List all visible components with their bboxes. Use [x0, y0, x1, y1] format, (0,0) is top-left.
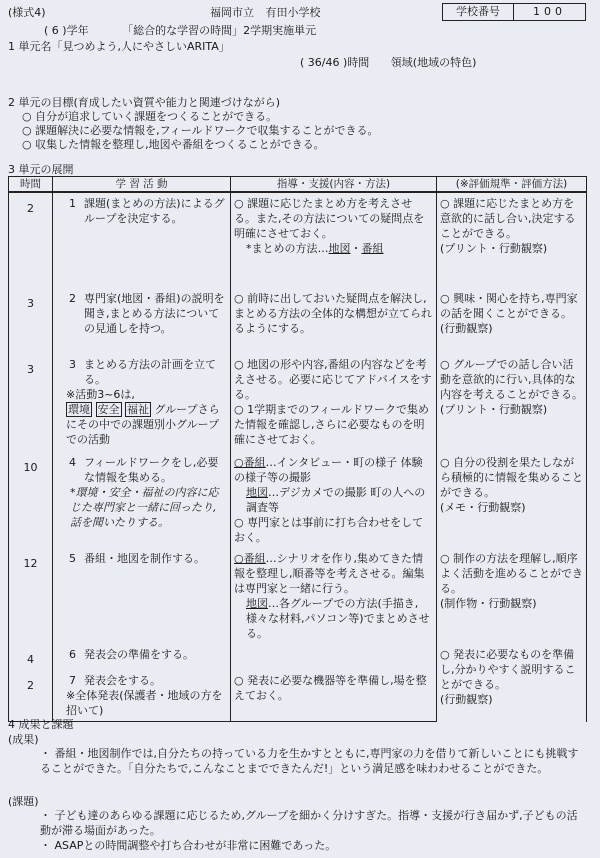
row-support [231, 548, 437, 644]
row-time: 4 [9, 644, 53, 670]
tag-safety: 安全 [97, 403, 120, 416]
school-name [210, 4, 321, 20]
table-header [9, 177, 587, 193]
support-prog-text: …インタビュー・町の様子 体験の様子等の撮影 [234, 456, 423, 484]
table-row [9, 452, 587, 548]
issue-item: ・ 子ども達のあらゆる課題に応じるため,グループを細かく分けすぎた。指導・支援が行き届かず,子どもの活動が滞る場面があった。 [40, 809, 578, 837]
activity-note: ※活動3~6は, [66, 388, 135, 401]
activity-note-2: グループさらにその中での課題別小グループでの活動 [66, 403, 220, 446]
evaluation-text: ○ 自分の役割を果たしながら積極的に情報を集めることができる。 [440, 456, 583, 499]
col-activity: 学 習 活 動 [53, 177, 231, 193]
row-activity [53, 670, 231, 722]
school-number-value: 100 [533, 5, 566, 18]
tag-environment: 環境 [68, 403, 90, 416]
development-table [8, 176, 587, 722]
activity-number: 7 [69, 674, 76, 687]
outcomes-label: (成果) [8, 733, 39, 746]
evaluation-method: (制作物・行動観察) [440, 597, 537, 610]
evaluation-method: (プリント・行動観察) [440, 403, 548, 416]
col-support: 指導・支援(内容・方法) [231, 177, 437, 193]
goal-item: ○ 収集した情報を整理し,地図や番組をつくることができる。 [22, 138, 325, 151]
support-prog-text: …シナリオを作り,集めてきた情報を整理し,順番等を考えさせる。編集は専門家と一緒に行う。 [234, 552, 425, 595]
support-map-text: …デジカメでの撮影 町の人への調査等 [246, 486, 426, 514]
row-support [231, 452, 437, 548]
evaluation-method: (行動観察) [440, 693, 493, 706]
row-time: 3 [9, 288, 53, 354]
support-map: 地図 [246, 597, 268, 610]
activity-number: 6 [69, 648, 76, 661]
goal-item: ○ 自分が追求していく課題をつくることができる。 [22, 110, 278, 123]
row-support [231, 644, 437, 670]
support-note-sep: ・ [350, 242, 362, 255]
activity-text: 発表会をする。 [84, 674, 161, 687]
issues-label: (課題) [8, 795, 39, 808]
hours: ( 36/46 )時間 [300, 56, 370, 69]
evaluation-text: ○ 発表に必要なものを準備し,分かりやすく説明することができる。 [440, 648, 576, 691]
support-note-prefix: *まとめの方法… [246, 242, 329, 255]
row-time: 12 [9, 548, 53, 644]
row-support [231, 192, 437, 288]
row-evaluation [437, 354, 587, 452]
activity-text: 課題(まとめの方法)によるグループを決定する。 [84, 197, 225, 225]
row-activity [53, 192, 231, 288]
activity-number: 1 [69, 197, 76, 210]
evaluation-method: (行動観察) [440, 322, 493, 335]
goal-item: ○ 課題解決に必要な情報を,フィールドワークで収集することができる。 [22, 124, 379, 137]
row-activity [53, 354, 231, 452]
support-map-text: …各グループでの方法(手描き,様々な材料,パソコン等)でまとめさせる。 [246, 597, 430, 640]
support-last: ○ 専門家とは事前に打ち合わせをしておく。 [234, 516, 424, 544]
table-row [9, 192, 587, 288]
table-row [9, 288, 587, 354]
support-map: 地図 [246, 486, 268, 499]
evaluation-text: ○ 課題に応じたまとめ方を意欲的に話し合い,決定することができる。 [440, 197, 576, 240]
activity-text: 専門家(地図・番組)の説明を聞き,まとめる方法についての見通しを持つ。 [84, 292, 225, 335]
hours-line [300, 54, 476, 70]
support-note [234, 241, 433, 256]
row-activity [53, 548, 231, 644]
unit-name: 1 単元名「見つめよう,人にやさしいARITA」 [8, 40, 230, 53]
city-label: 福岡市立 [210, 6, 254, 19]
evaluation-text: ○ グループでの話し合い活動を意欲的に行い,具体的な内容を考えることができる。 [440, 358, 583, 401]
row-time: 2 [9, 670, 53, 722]
activity-note: *環境・安全・福祉の内容に応じた専門家と一緒に回ったり,話を聞いたりする。 [70, 486, 219, 529]
activity-number: 4 [69, 456, 76, 469]
evaluation-method: (メモ・行動観察) [440, 501, 526, 514]
support-note-prog: 番組 [361, 242, 384, 255]
activity-tags [56, 402, 227, 447]
issue-item: ・ ASAPとの時間調整や打ち合わせが非常に困難であった。 [40, 839, 337, 852]
row-activity [53, 452, 231, 548]
evaluation-text: ○ 制作の方法を理解し,順序よく活動を進めることができる。 [440, 552, 583, 595]
activity-text: まとめる方法の計画を立てる。 [84, 358, 216, 386]
activity-note: ※全体発表(保護者・地域の方を招いて) [66, 689, 223, 717]
grade-line [44, 22, 316, 38]
outcomes-text: ・ 番組・地図制作では,自分たちの持っている力を生かすとともに,専門家の力を借りて新しいことにも挑戦することができた。「自分たちで,こんなことまでできたんだ!」という満足感を味わわせることができた。 [40, 747, 579, 775]
support-prog: ○番組 [234, 456, 266, 469]
row-support: ○ 地図の形や内容,番組の内容などを考えさせる。必要に応じてアドバイスをする。 ○ 1学期までのフィールドワークで集めた情報を確認し,さらに必要なものを明確にさせておく。 [231, 354, 437, 452]
table-row [9, 644, 587, 670]
col-evaluation: (※評価規準・評価方法) [437, 177, 587, 193]
activity-text: フィールドワークをし,必要な情報を集める。 [84, 456, 219, 484]
row-evaluation [437, 548, 587, 644]
row-activity [53, 288, 231, 354]
row-time: 3 [9, 354, 53, 452]
support-prog: ○番組 [234, 552, 266, 565]
results-heading: 4 成果と課題 [8, 718, 74, 731]
activity-number: 2 [69, 292, 76, 305]
school-number-label: 学校番号 [443, 4, 514, 20]
form-label: (様式4) [8, 6, 46, 19]
course-title: 「総合的な学習の時間」2学期実施単元 [122, 24, 317, 37]
activity-number: 5 [69, 552, 76, 565]
evaluation-method: (プリント・行動観察) [440, 242, 548, 255]
row-support: ○ 発表に必要な機器等を準備し,場を整えておく。 [231, 670, 437, 722]
activity-text: 発表会の準備をする。 [84, 648, 194, 661]
row-evaluation [437, 192, 587, 288]
domain: 領域(地域の特色) [390, 56, 477, 69]
support-note-map: 地図 [328, 242, 351, 255]
col-time: 時間 [9, 177, 53, 193]
support-text: ○ 課題に応じたまとめ方を考えさせる。また,その方法についての疑問点を明確にさせておく。 [234, 197, 425, 240]
row-evaluation [437, 452, 587, 548]
activity-number: 3 [69, 358, 76, 371]
row-support: ○ 前時に出しておいた疑問点を解決し,まとめる方法の全体的な構想が立てられるようにする。 [231, 288, 437, 354]
row-activity [53, 644, 231, 670]
row-time: 10 [9, 452, 53, 548]
school-label: 有田小学校 [265, 6, 321, 19]
table-row [9, 354, 587, 452]
table-row [9, 548, 587, 644]
row-evaluation [437, 644, 587, 722]
tag-welfare: 福祉 [127, 403, 149, 416]
evaluation-text: ○ 興味・関心を持ち,専門家の話を聞くことができる。 [440, 292, 578, 320]
goals-heading: 2 単元の目標(育成したい資質や能力と関連づけながら) [8, 96, 281, 109]
row-time: 2 [9, 192, 53, 288]
school-number-box [442, 3, 586, 21]
development-heading: 3 単元の展開 [8, 163, 74, 176]
row-evaluation [437, 288, 587, 354]
activity-text: 番組・地図を制作する。 [84, 552, 205, 565]
grade: ( 6 )学年 [44, 24, 89, 37]
